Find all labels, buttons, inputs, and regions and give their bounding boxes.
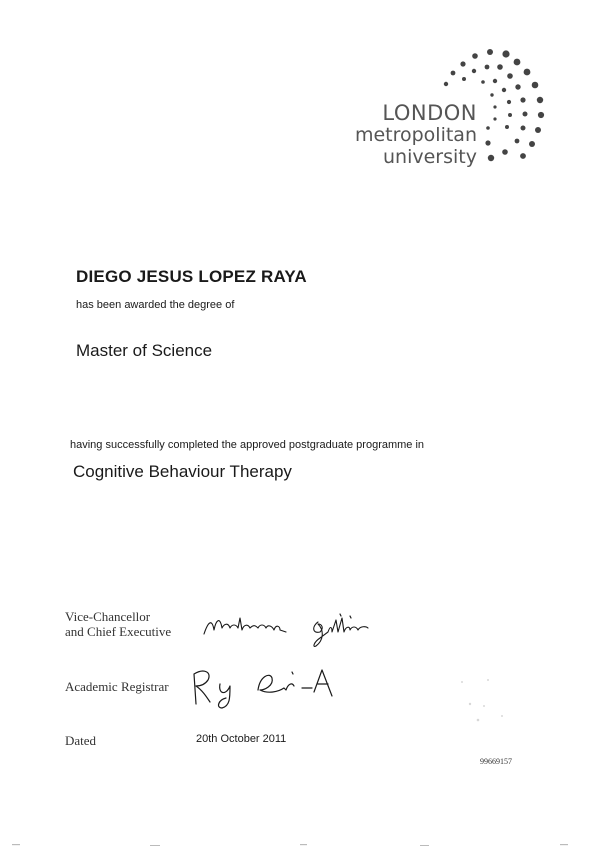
logo-text-london: LONDON bbox=[382, 101, 477, 125]
vice-chancellor-label-line1: Vice-Chancellor bbox=[65, 609, 151, 624]
academic-registrar-label: Academic Registrar bbox=[65, 679, 169, 694]
vice-chancellor-label bbox=[65, 610, 171, 640]
award-date: 20th October 2011 bbox=[196, 733, 287, 745]
graduate-name: DIEGO JESUS LOPEZ RAYA bbox=[76, 267, 307, 286]
programme-title: Cognitive Behaviour Therapy bbox=[73, 462, 292, 481]
degree-title: Master of Science bbox=[76, 341, 213, 360]
vice-chancellor-label-line2: and Chief Executive bbox=[65, 623, 172, 639]
faint-embossed-seal bbox=[440, 670, 520, 730]
serial-number: 99669157 bbox=[480, 757, 512, 766]
page-edge-marks bbox=[0, 836, 595, 851]
vice-chancellor-signature bbox=[200, 600, 400, 650]
university-logo bbox=[345, 40, 555, 180]
award-statement: has been awarded the degree of bbox=[76, 299, 235, 311]
academic-registrar-signature bbox=[188, 660, 363, 715]
dated-label: Dated bbox=[65, 733, 97, 748]
programme-statement: having successfully completed the approved postgraduate programme in bbox=[70, 439, 425, 451]
logo-text-metropolitan: metropolitan bbox=[354, 124, 477, 146]
logo-text-university: university bbox=[383, 146, 477, 168]
